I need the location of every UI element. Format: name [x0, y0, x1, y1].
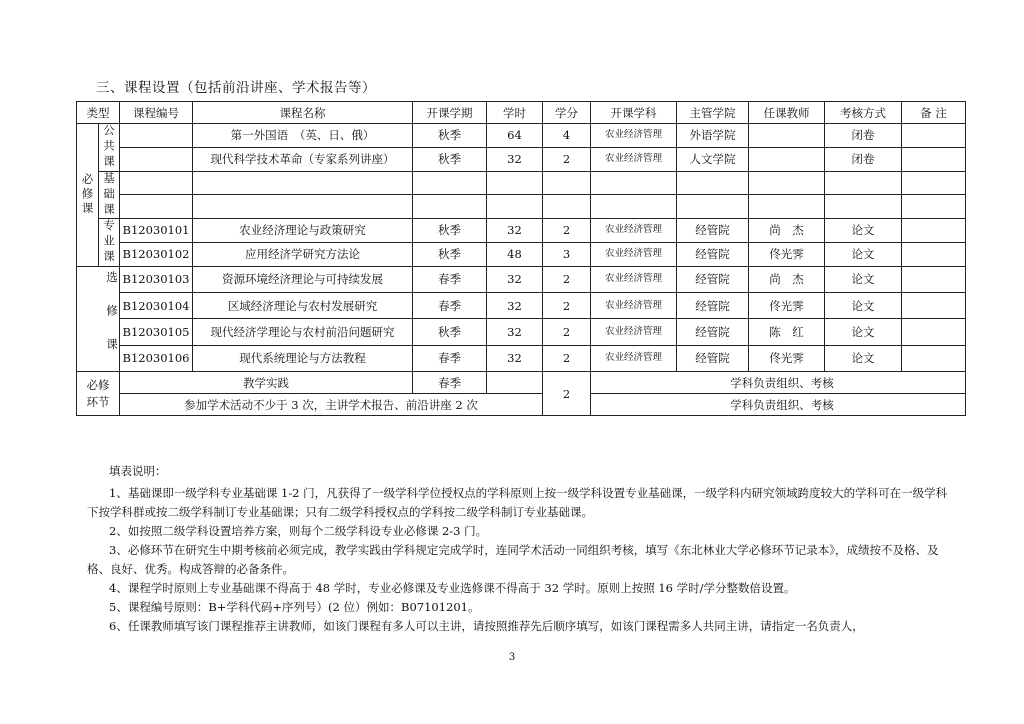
header-exam: 考核方式: [825, 102, 902, 124]
course-term: 春季: [413, 345, 487, 371]
table-row: [77, 292, 966, 318]
course-note: [902, 124, 966, 148]
course-name: 应用经济学研究方法论: [193, 242, 413, 266]
notes-heading: 填表说明：: [109, 464, 167, 478]
header-type: 类型: [77, 102, 120, 124]
table-row-empty: [77, 195, 966, 219]
course-code: B12030102: [120, 242, 193, 266]
table-row: [77, 242, 966, 266]
course-credit: 2: [543, 219, 591, 243]
group-required-label: 必修课: [77, 124, 99, 267]
table-row-empty: [77, 171, 966, 195]
course-hours: 48: [487, 242, 543, 266]
practice-row: [77, 394, 966, 416]
course-subject: 农业经济管理: [591, 292, 677, 318]
group-basic-label: 基础课: [99, 171, 120, 219]
course-term: 春季: [413, 292, 487, 318]
course-exam: 论文: [825, 219, 902, 243]
course-term: 秋季: [413, 147, 487, 171]
course-note: [902, 319, 966, 345]
header-note: 备 注: [902, 102, 966, 124]
course-college: 经管院: [677, 219, 749, 243]
practice-row: [77, 372, 966, 394]
course-hours: 32: [487, 345, 543, 371]
course-subject: 农业经济管理: [591, 345, 677, 371]
course-hours: 32: [487, 292, 543, 318]
course-hours: 32: [487, 319, 543, 345]
course-credit: 2: [543, 319, 591, 345]
course-term: 秋季: [413, 124, 487, 148]
course-exam: 论文: [825, 292, 902, 318]
course-college: 经管院: [677, 266, 749, 292]
course-exam: 论文: [825, 242, 902, 266]
course-note: [902, 219, 966, 243]
course-teacher: 尚 杰: [749, 219, 825, 243]
course-code: B12030103: [120, 266, 193, 292]
header-name: 课程名称: [193, 102, 413, 124]
course-code: [120, 147, 193, 171]
header-credit: 学分: [543, 102, 591, 124]
course-subject: 农业经济管理: [591, 319, 677, 345]
course-college: 外语学院: [677, 124, 749, 148]
course-subject: 农业经济管理: [591, 219, 677, 243]
course-college: 经管院: [677, 345, 749, 371]
practice-activity-name: 参加学术活动不少于 3 次，主讲学术报告、前沿讲座 2 次: [120, 394, 543, 416]
course-code: B12030106: [120, 345, 193, 371]
group-elective-label: 选修课: [77, 266, 120, 372]
table-header-row: [77, 102, 966, 124]
course-subject: 农业经济管理: [591, 266, 677, 292]
course-table: [76, 101, 966, 416]
course-exam: 论文: [825, 319, 902, 345]
course-hours: 32: [487, 266, 543, 292]
course-note: [902, 147, 966, 171]
course-hours: 64: [487, 124, 543, 148]
table-row: [77, 345, 966, 371]
practice-teaching-term: 春季: [413, 372, 487, 394]
course-note: [902, 345, 966, 371]
course-name: 第一外国语 （英、日、俄）: [193, 124, 413, 148]
note-item: 1、基础课即一级学科专业基础课 1-2 门，凡获得了一级学科学位授权点的学科原则上按一级学科设置专业基础课，一级学科内研究领域跨度较大的学科可在一级学科下按学科群或按二级学科制订专业基础课；只有二级学科授权点的学科按二级学科制订专业基础课。: [87, 486, 948, 519]
course-note: [902, 292, 966, 318]
course-name: 区域经济理论与农村发展研究: [193, 292, 413, 318]
header-teacher: 任课教师: [749, 102, 825, 124]
group-public-label: 公共课: [99, 124, 120, 172]
note-item: 2、如按照二级学科设置培养方案，则每个二级学科设专业必修课 2-3 门。: [109, 524, 488, 538]
course-teacher: [749, 124, 825, 148]
course-note: [902, 242, 966, 266]
header-hours: 学时: [487, 102, 543, 124]
course-teacher: 尚 杰: [749, 266, 825, 292]
table-row: [77, 124, 966, 148]
note-item: 3、必修环节在研究生中期考核前必须完成，教学实践由学科规定完成学时，连同学术活动一同组织考核，填写《东北林业大学必修环节记录本》，成绩按不及格、及格、良好、优秀。构成答辩的必备条件。: [87, 543, 939, 576]
course-college: 经管院: [677, 242, 749, 266]
course-credit: 3: [543, 242, 591, 266]
note-item: 5、课程编号原则：B+学科代码+序列号）(2 位）例如：B07101201。: [109, 600, 480, 614]
course-name: 现代科学技术革命（专家系列讲座）: [193, 147, 413, 171]
course-term: 秋季: [413, 319, 487, 345]
course-college: 经管院: [677, 292, 749, 318]
note-item: 6、任课教师填写该门课程推荐主讲教师，如该门课程有多人可以主讲，请按照推荐先后顺序填写，如该门课程需多人共同主讲，请指定一名负责人，: [109, 619, 864, 633]
header-college: 主管学院: [677, 102, 749, 124]
course-exam: 闭卷: [825, 147, 902, 171]
header-code: 课程编号: [120, 102, 193, 124]
course-credit: 2: [543, 266, 591, 292]
course-subject: 农业经济管理: [591, 124, 677, 148]
course-code: B12030101: [120, 219, 193, 243]
course-note: [902, 266, 966, 292]
course-credit: 2: [543, 147, 591, 171]
course-teacher: [749, 147, 825, 171]
course-code: B12030105: [120, 319, 193, 345]
notes-section: [87, 462, 957, 636]
course-teacher: 佟光霁: [749, 242, 825, 266]
course-name: 现代经济学理论与农村前沿问题研究: [193, 319, 413, 345]
header-term: 开课学期: [413, 102, 487, 124]
table-row: [77, 219, 966, 243]
course-teacher: 陈 红: [749, 319, 825, 345]
practice-credit: 2: [543, 372, 591, 416]
page-number: 3: [508, 652, 516, 663]
course-exam: 论文: [825, 345, 902, 371]
course-term: 春季: [413, 266, 487, 292]
section-title: 三、课程设置（包括前沿讲座、学术报告等）: [96, 80, 376, 96]
group-major-label: 专业课: [99, 219, 120, 267]
course-teacher: 佟光霁: [749, 345, 825, 371]
course-name: 资源环境经济理论与可持续发展: [193, 266, 413, 292]
group-practice-label: 必修环节: [77, 372, 120, 416]
course-subject: 农业经济管理: [591, 147, 677, 171]
practice-teaching-name: 教学实践: [120, 372, 413, 394]
course-term: 秋季: [413, 242, 487, 266]
course-name: 现代系统理论与方法教程: [193, 345, 413, 371]
table-row: [77, 319, 966, 345]
course-code: [120, 124, 193, 148]
table-row: [77, 266, 966, 292]
course-hours: 32: [487, 219, 543, 243]
note-item: 4、课程学时原则上专业基础课不得高于 48 学时，专业必修课及专业选修课不得高于 32 学时。原则上按照 16 学时/学分整数倍设置。: [109, 581, 796, 595]
course-exam: 闭卷: [825, 124, 902, 148]
course-hours: 32: [487, 147, 543, 171]
course-college: 经管院: [677, 319, 749, 345]
course-credit: 2: [543, 345, 591, 371]
table-row: [77, 147, 966, 171]
course-teacher: 佟光霁: [749, 292, 825, 318]
course-college: 人文学院: [677, 147, 749, 171]
practice-activity-note: 学科负责组织、考核: [591, 394, 966, 416]
practice-teaching-note: 学科负责组织、考核: [591, 372, 966, 394]
course-code: B12030104: [120, 292, 193, 318]
course-credit: 2: [543, 292, 591, 318]
course-term: 秋季: [413, 219, 487, 243]
course-subject: 农业经济管理: [591, 242, 677, 266]
course-exam: 论文: [825, 266, 902, 292]
course-name: 农业经济理论与政策研究: [193, 219, 413, 243]
header-subject: 开课学科: [591, 102, 677, 124]
course-credit: 4: [543, 124, 591, 148]
